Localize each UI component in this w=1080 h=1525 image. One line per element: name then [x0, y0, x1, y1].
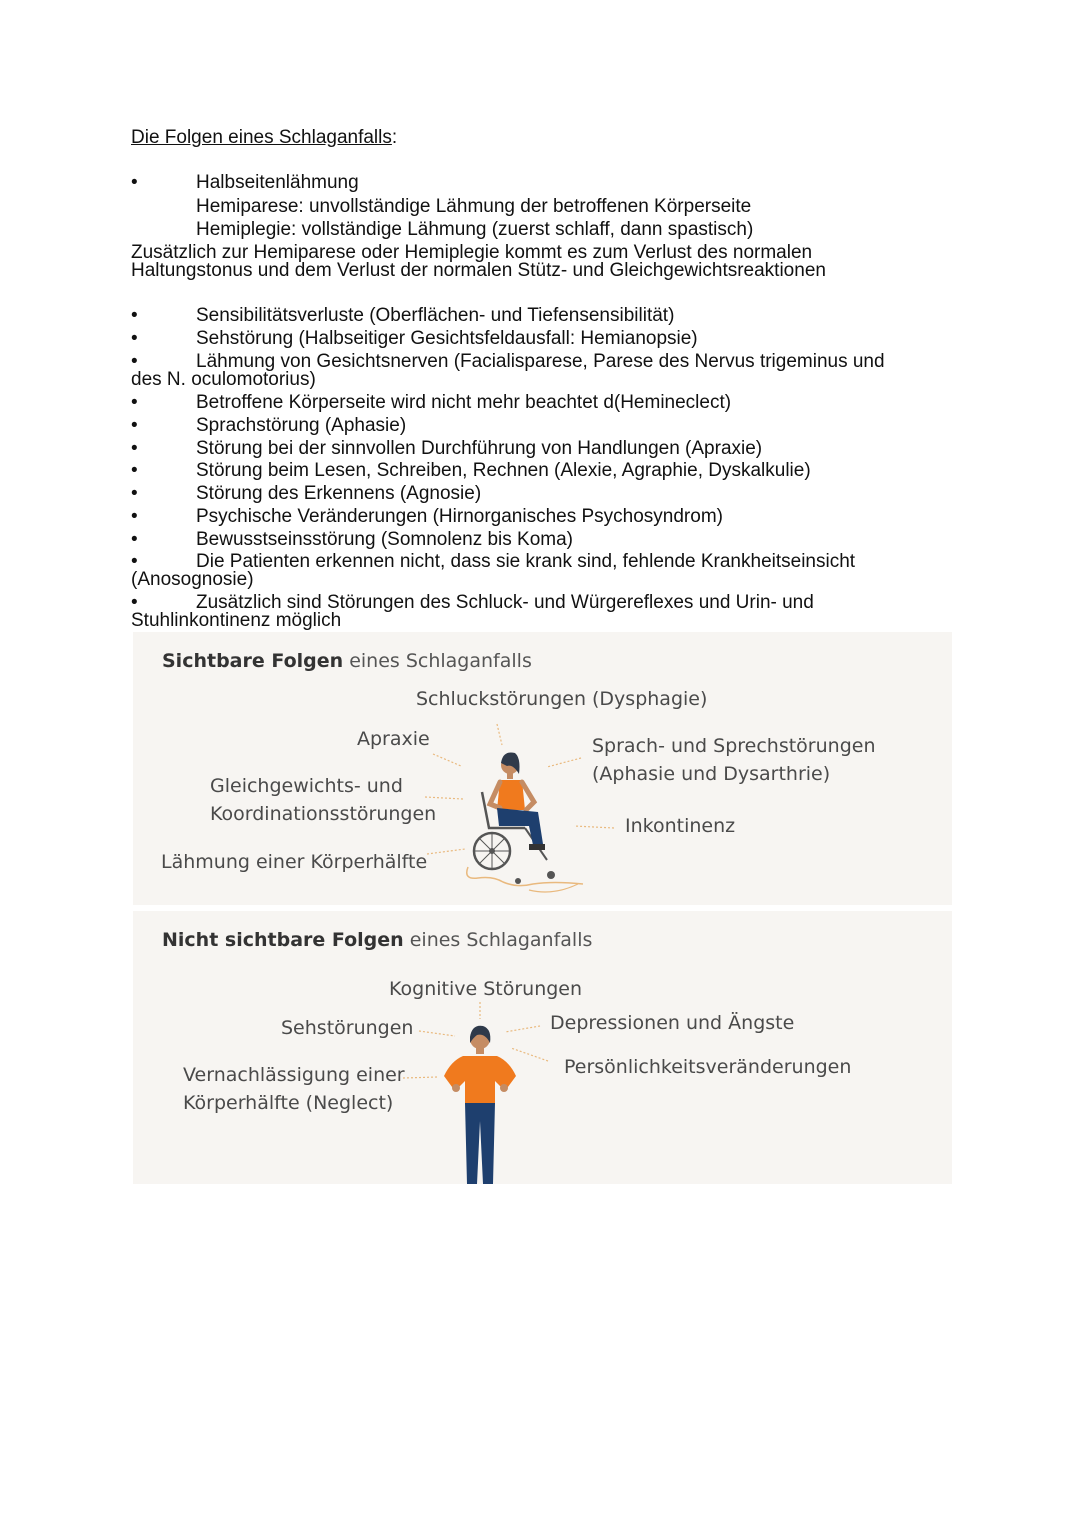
item-text: Betroffene Körperseite wird nicht mehr beachtet d(Hemineclect) — [196, 392, 732, 413]
label-laehmung: Lähmung einer Körperhälfte — [161, 851, 428, 873]
bullet: • — [131, 506, 138, 527]
item-text: Sensibilitätsverluste (Oberflächen- und Tiefensensibilität) — [196, 305, 675, 326]
panel-title-bold: Sichtbare Folgen — [162, 650, 344, 672]
label-sprach-2: (Aphasie und Dysarthrie) — [592, 763, 831, 785]
note-line: Zusätzlich zur Hemiparese oder Hemiplegie kommt es zum Verlust des normalen — [131, 242, 813, 263]
document-title-text: Die Folgen eines Schlaganfalls — [131, 127, 392, 148]
item-text: Halbseitenlähmung — [196, 172, 359, 193]
item-text: Störung des Erkennens (Agnosie) — [196, 483, 482, 504]
label-schluck: Schluckstörungen (Dysphagie) — [416, 688, 708, 710]
item-text: Zusätzlich sind Störungen des Schluck- und Würgereflexes und Urin- und — [196, 592, 814, 613]
label-depression: Depressionen und Ängste — [550, 1012, 795, 1034]
panel-title-rest: eines Schlaganfalls — [343, 650, 532, 672]
label-gleich-2: Koordinationsstörungen — [210, 803, 437, 825]
label-persoenlich: Persönlichkeitsveränderungen — [564, 1056, 852, 1078]
panel-title-rest: eines Schlaganfalls — [403, 929, 593, 951]
title-colon: : — [391, 127, 398, 148]
bullet: • — [131, 460, 138, 481]
bullet: • — [131, 328, 138, 349]
item-text: Bewusstseinsstörung (Somnolenz bis Koma) — [196, 529, 574, 550]
label-inkontinenz: Inkontinenz — [625, 815, 736, 837]
label-neglect-1: Vernachlässigung einer — [183, 1064, 405, 1086]
sub-item-text: Hemiplegie: vollständige Lähmung (zuerst schlaff, dann spastisch) — [196, 219, 754, 240]
label-apraxie: Apraxie — [357, 728, 430, 750]
label-seh: Sehstörungen — [281, 1017, 414, 1039]
bullet: • — [131, 305, 138, 326]
list-item-continuation: Stuhlinkontinenz möglich — [131, 610, 342, 631]
bullet: • — [131, 415, 138, 436]
sub-item-text: Hemiparese: unvollständige Lähmung der betroffenen Körperseite — [196, 196, 752, 217]
item-text: Die Patienten erkennen nicht, dass sie krank sind, fehlende Krankheitseinsicht — [196, 551, 856, 572]
bullet: • — [131, 483, 138, 504]
label-neglect-2: Körperhälfte (Neglect) — [183, 1092, 394, 1114]
list-item-continuation: des N. oculomotorius) — [131, 369, 316, 390]
bullet: • — [131, 529, 138, 550]
item-text: Störung bei der sinnvollen Durchführung von Handlungen (Apraxie) — [196, 438, 763, 459]
note-line: Haltungstonus und dem Verlust der normalen Stütz- und Gleichgewichtsreaktionen — [131, 260, 826, 281]
document-title — [131, 127, 961, 149]
list-item-continuation: (Anosognosie) — [131, 569, 254, 590]
label-sprach-1: Sprach- und Sprechstörungen — [592, 735, 876, 757]
label-gleich-1: Gleichgewichts- und — [210, 775, 403, 797]
bullet: • — [131, 172, 138, 193]
label-kognitiv: Kognitive Störungen — [389, 978, 583, 1000]
bullet: • — [131, 351, 138, 372]
item-text: Psychische Veränderungen (Hirnorganisches Psychosyndrom) — [196, 506, 723, 527]
bullet: • — [131, 592, 138, 613]
item-text: Lähmung von Gesichtsnerven (Facialisparese, Parese des Nervus trigeminus und — [196, 351, 885, 372]
wheelchair-figure-icon — [133, 632, 952, 905]
document-text — [131, 127, 961, 631]
bullet: • — [131, 438, 138, 459]
item-text: Sprachstörung (Aphasie) — [196, 415, 407, 436]
panel-title-bold: Nicht sichtbare Folgen — [162, 929, 404, 951]
standing-figure-icon — [133, 911, 952, 1184]
bullet: • — [131, 392, 138, 413]
item-text: Störung beim Lesen, Schreiben, Rechnen (Alexie, Agraphie, Dyskalkulie) — [196, 460, 811, 481]
bullet: • — [131, 551, 138, 572]
hidden-consequences-panel — [133, 911, 952, 1184]
item-text: Sehstörung (Halbseitiger Gesichtsfeldausfall: Hemianopsie) — [196, 328, 698, 349]
visible-consequences-panel — [133, 632, 952, 905]
